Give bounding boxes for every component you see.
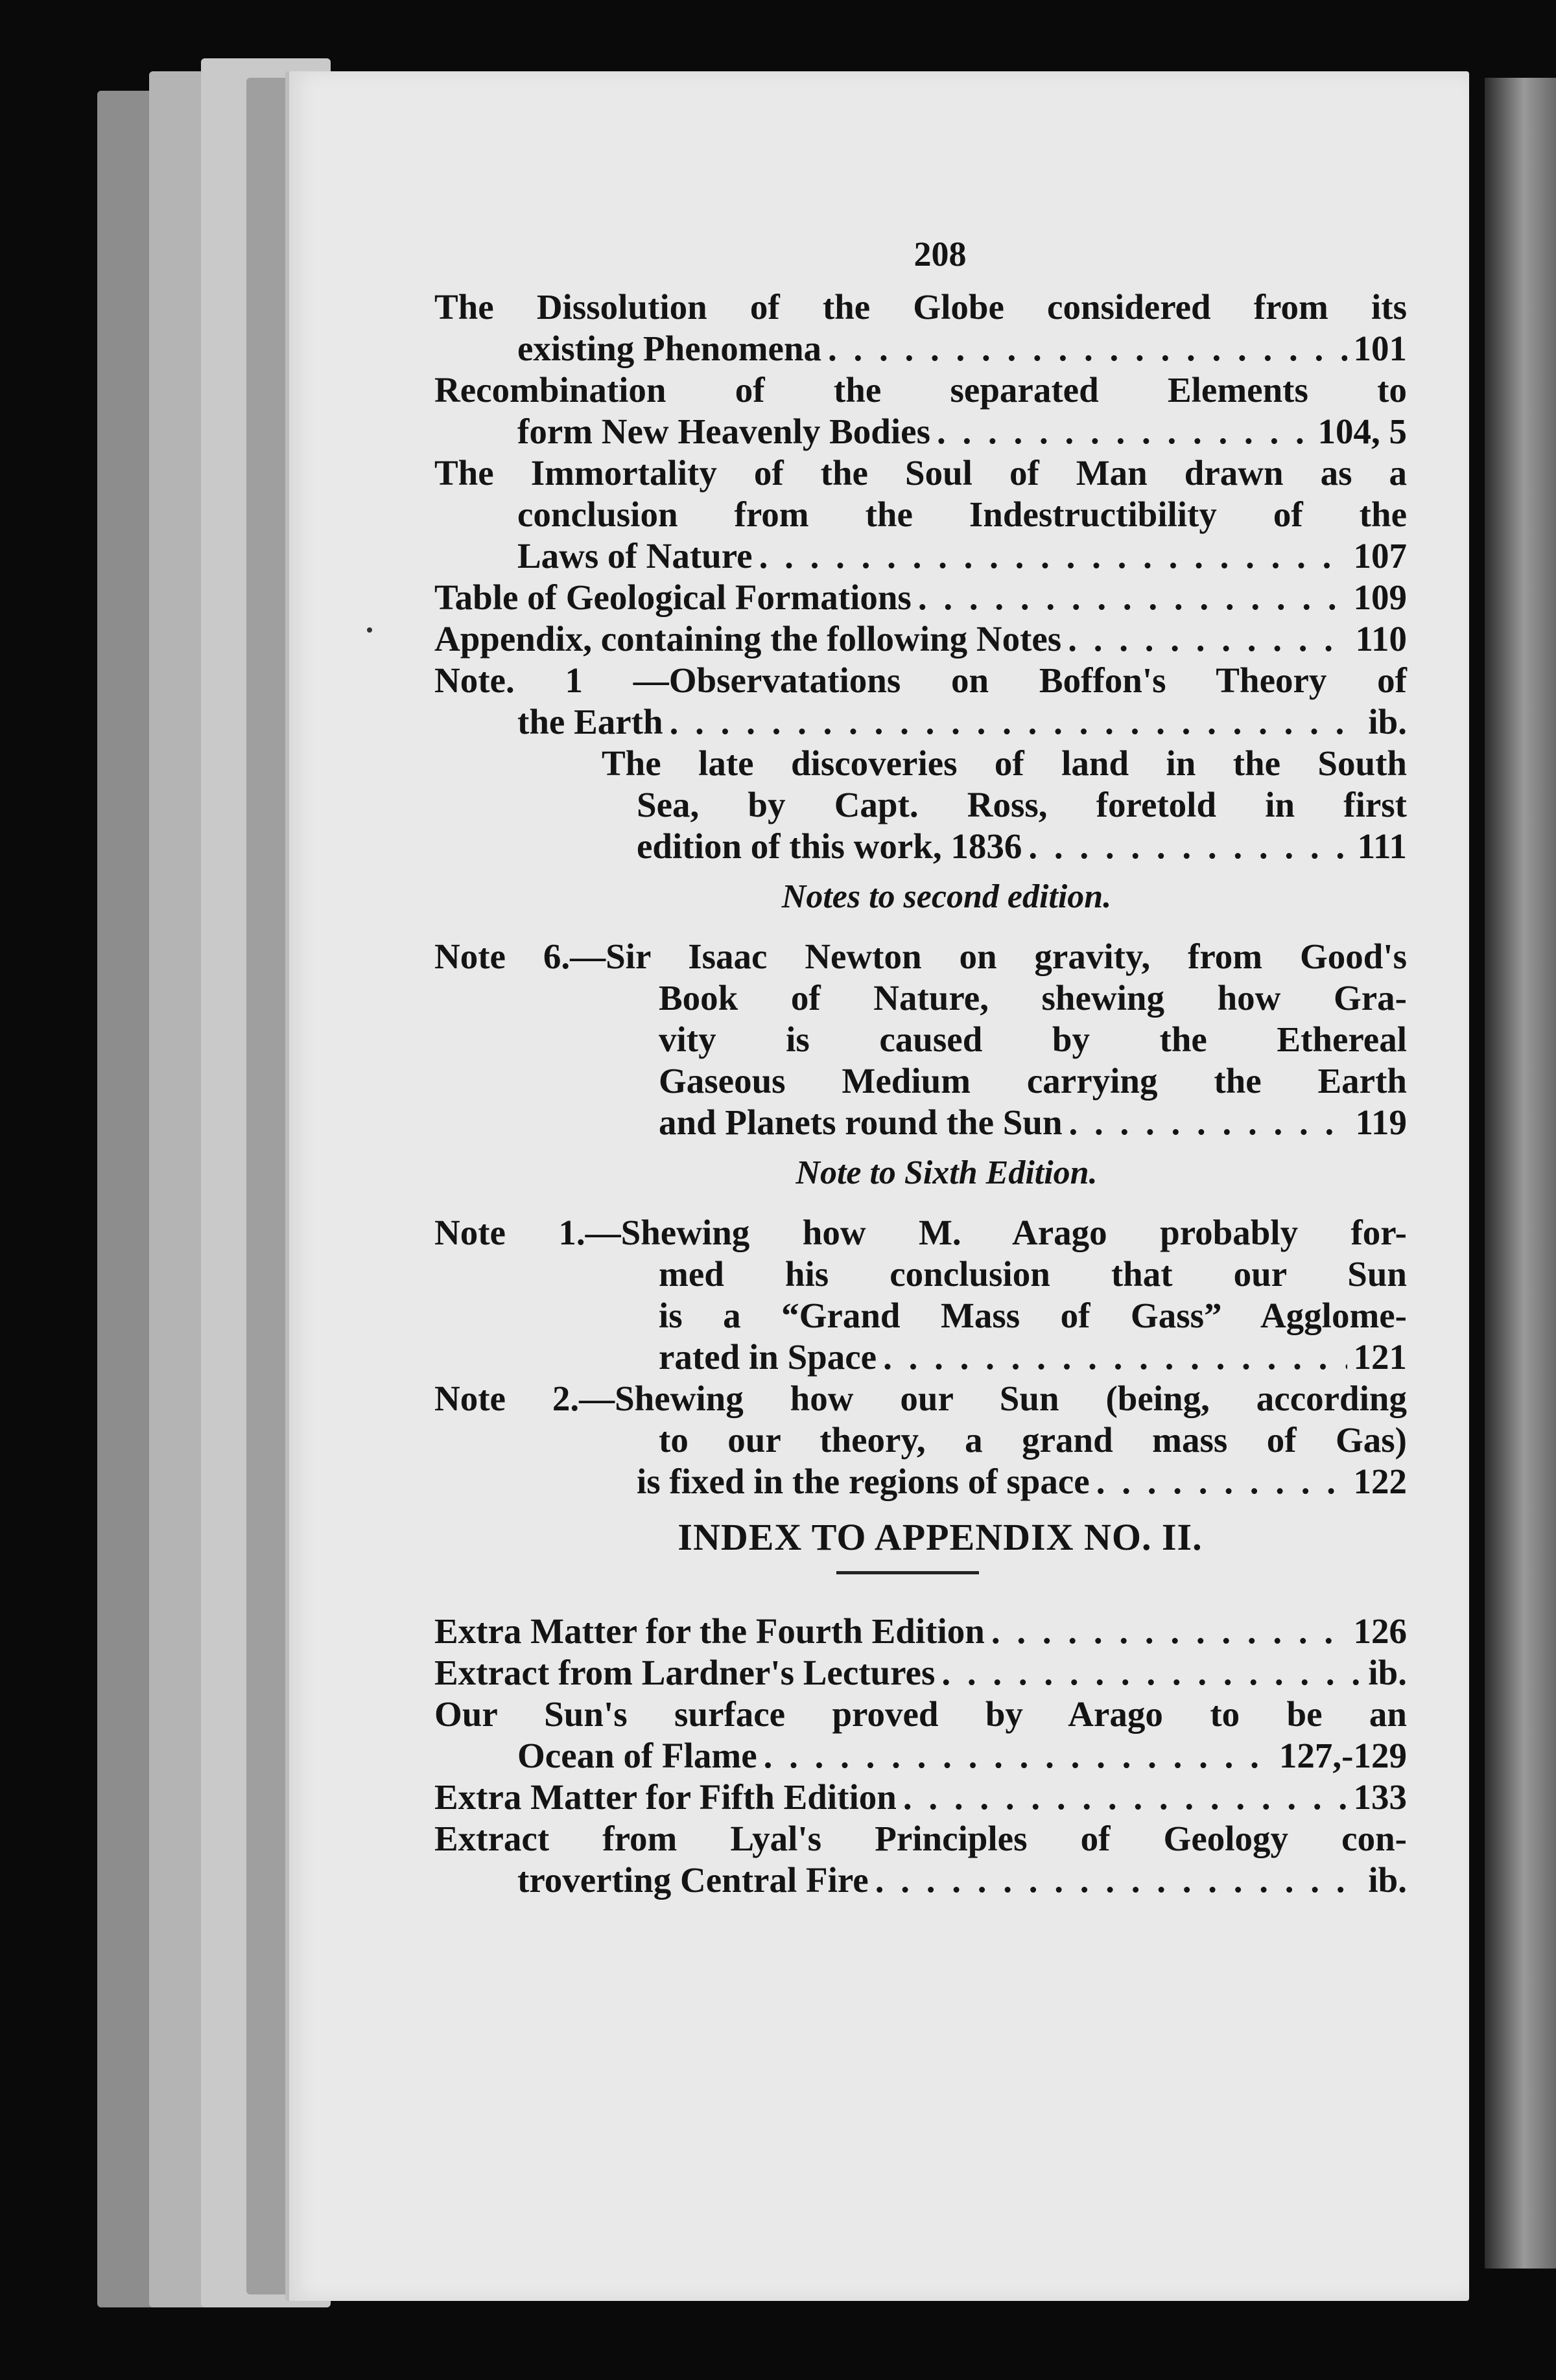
entry-text: is fixed in the regions of space xyxy=(637,1462,1090,1501)
entry-text: The Dissolution of the Globe considered from its xyxy=(434,287,1407,327)
section-heading-second-edition: Notes to second edition. xyxy=(781,878,1112,915)
dot-leader xyxy=(903,1777,1347,1818)
index-entry xyxy=(434,1694,1407,1777)
entry-text: med his conclusion that our Sun xyxy=(659,1254,1407,1294)
binding-shadow xyxy=(1485,78,1556,2269)
entry-text: Extra Matter for the Fourth Edition xyxy=(434,1611,985,1651)
dot-leader xyxy=(670,701,1362,743)
section-heading-sixth-edition: Note to Sixth Edition. xyxy=(796,1154,1098,1191)
entry-text: Table of Geological Formations xyxy=(434,578,912,617)
dot-leader xyxy=(1096,1461,1347,1502)
page-ref: 104, 5 xyxy=(1317,412,1407,451)
entry-text: The late discoveries of land in the South xyxy=(602,743,1407,783)
note-entry xyxy=(434,936,1407,1143)
dot-leader xyxy=(883,1336,1347,1378)
page-ref: 122 xyxy=(1353,1462,1407,1501)
dot-leader xyxy=(828,328,1347,369)
page-ref: 126 xyxy=(1353,1611,1407,1651)
index-entry xyxy=(434,286,1407,369)
index-entry xyxy=(434,618,1407,660)
page-ref: 121 xyxy=(1353,1337,1407,1377)
entry-text: Recombination of the separated Elements to xyxy=(434,370,1407,410)
dot-leader xyxy=(937,411,1312,452)
dot-leader xyxy=(918,577,1347,618)
entry-text: Our Sun's surface proved by Arago to be an xyxy=(434,1694,1407,1734)
dot-leader xyxy=(1069,1102,1349,1143)
appendix-index-heading: INDEX TO APPENDIX NO. II. xyxy=(678,1516,1203,1558)
index-entry xyxy=(434,577,1407,618)
index-entry xyxy=(434,1611,1407,1652)
entry-text: the Earth xyxy=(517,702,663,741)
entry-text: edition of this work, 1836 xyxy=(637,826,1022,866)
entry-text: Extract from Lyal's Principles of Geology con- xyxy=(434,1819,1407,1858)
entry-text: Note 1.—Shewing how M. Arago probably for- xyxy=(434,1213,1407,1252)
page-ref: 127,-129 xyxy=(1279,1736,1407,1775)
ink-speck xyxy=(367,627,372,633)
index-entry xyxy=(434,452,1407,577)
dot-leader xyxy=(941,1652,1362,1694)
page-ref: 110 xyxy=(1355,619,1407,659)
entry-text: Extra Matter for Fifth Edition xyxy=(434,1777,897,1817)
dot-leader xyxy=(875,1860,1362,1901)
entry-text: troverting Central Fire xyxy=(517,1860,869,1900)
entry-text: Book of Nature, shewing how Gra- xyxy=(659,978,1407,1018)
dot-leader xyxy=(759,535,1347,577)
page-ref: 109 xyxy=(1353,578,1407,617)
page-ref: 133 xyxy=(1353,1777,1407,1817)
entry-text: vity is caused by the Ethereal xyxy=(659,1020,1407,1059)
index-entry xyxy=(434,660,1407,743)
index-entry xyxy=(434,743,1407,867)
dot-leader xyxy=(764,1735,1273,1777)
note-entry xyxy=(434,1212,1407,1378)
page-ref: ib. xyxy=(1368,702,1407,741)
dot-leader xyxy=(1028,826,1350,867)
page-ref: 119 xyxy=(1355,1102,1407,1142)
entry-text: Sea, by Capt. Ross, foretold in first xyxy=(637,785,1407,824)
entry-text: Gaseous Medium carrying the Earth xyxy=(659,1061,1407,1101)
entry-text: The Immortality of the Soul of Man drawn as a xyxy=(434,453,1407,493)
entry-text: Note. 1 —Observatations on Boffon's Theory of xyxy=(434,660,1407,700)
page-ref: ib. xyxy=(1368,1860,1407,1900)
index-entry xyxy=(434,369,1407,452)
entry-text: is a “Grand Mass of Gass” Agglome- xyxy=(659,1296,1407,1335)
index-entry xyxy=(434,1818,1407,1901)
page-ref: 107 xyxy=(1353,536,1407,576)
entry-text: and Planets round the Sun xyxy=(659,1102,1063,1142)
entry-text: Note 6.—Sir Isaac Newton on gravity, from Good's xyxy=(434,937,1407,976)
dot-leader xyxy=(1068,618,1349,660)
dot-leader xyxy=(991,1611,1347,1652)
entry-text: conclusion from the Indestructibility of the xyxy=(517,495,1407,534)
index-content xyxy=(434,233,1407,1901)
index-entry xyxy=(434,1652,1407,1694)
page-ref: ib. xyxy=(1368,1653,1407,1692)
entry-text: rated in Space xyxy=(659,1337,877,1377)
entry-text: Ocean of Flame xyxy=(517,1736,757,1775)
entry-text: Extract from Lardner's Lectures xyxy=(434,1653,936,1692)
page-number: 208 xyxy=(914,235,967,274)
entry-text: to our theory, a grand mass of Gas) xyxy=(659,1420,1407,1460)
entry-text: Laws of Nature xyxy=(517,536,753,576)
entry-text: Note 2.—Shewing how our Sun (being, according xyxy=(434,1379,1407,1418)
index-entry xyxy=(434,1777,1407,1818)
entry-text: Appendix, containing the following Notes xyxy=(434,619,1062,659)
page-ref: 111 xyxy=(1357,826,1407,866)
note-entry xyxy=(434,1378,1407,1502)
entry-text: existing Phenomena xyxy=(517,329,822,368)
page-ref: 101 xyxy=(1353,329,1407,368)
entry-text: form New Heavenly Bodies xyxy=(517,412,930,451)
heading-rule xyxy=(836,1571,979,1574)
